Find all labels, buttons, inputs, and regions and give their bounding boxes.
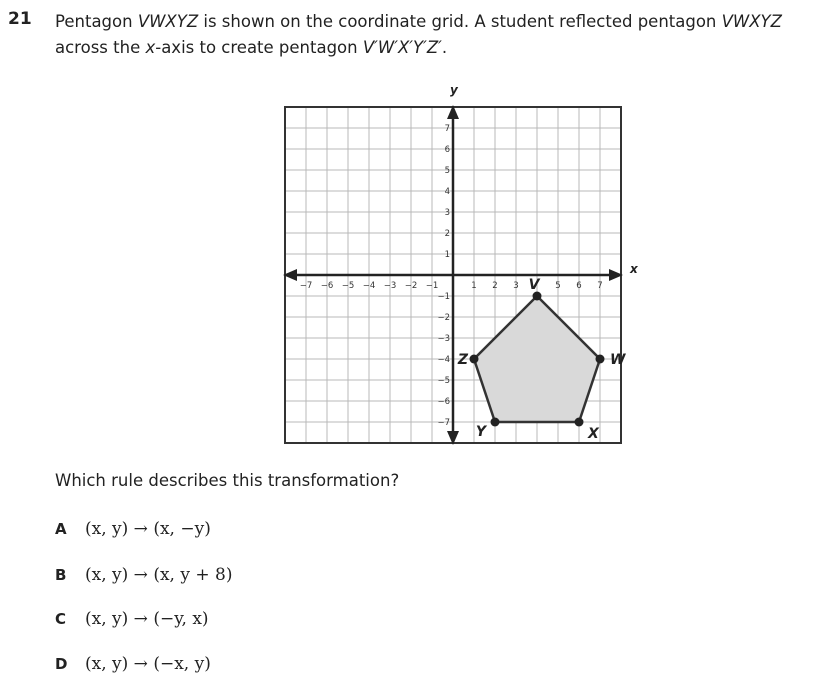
choice-rule: (x, y) → (−y, x)	[85, 609, 209, 629]
vertex-point-x	[575, 418, 584, 427]
vertex-point-y	[491, 418, 500, 427]
pentagon-vwxyz	[474, 296, 600, 422]
choice-d[interactable]	[55, 654, 211, 674]
x-axis-label: x	[630, 262, 638, 276]
choice-letter: B	[55, 566, 67, 584]
x-tick-label: 5	[555, 281, 561, 291]
x-tick-label: −1	[425, 281, 439, 291]
stem-line-2: across the x-axis to create pentagon V′W′X′Y′Z′.	[55, 38, 448, 57]
x-tick-label: −6	[320, 281, 334, 291]
vertex-point-w	[596, 355, 605, 364]
y-tick-label: −7	[437, 418, 450, 428]
x-tick-label: −3	[383, 281, 397, 291]
choice-letter: D	[55, 655, 68, 673]
vertex-label-w: W	[610, 352, 626, 368]
coordinate-grid	[270, 80, 640, 450]
x-tick-label: 2	[492, 281, 498, 291]
stem-line-1: Pentagon VWXYZ is shown on the coordinate grid. A student reflected pentagon VWXYZ	[55, 12, 782, 31]
vertex-label-v: V	[528, 277, 540, 293]
x-tick-label: −5	[341, 281, 355, 291]
choice-a[interactable]	[55, 519, 211, 539]
y-tick-label: 5	[444, 166, 450, 176]
question-prompt: Which rule describes this transformation?	[55, 471, 400, 490]
y-tick-label: −5	[437, 376, 450, 386]
y-tick-label: 4	[444, 187, 450, 197]
y-tick-label: −6	[437, 397, 450, 407]
choice-b[interactable]	[55, 565, 232, 585]
y-tick-label: −2	[437, 313, 450, 323]
y-tick-label: 2	[444, 229, 450, 239]
choice-rule: (x, y) → (x, −y)	[85, 519, 211, 539]
choice-letter: A	[55, 520, 67, 538]
vertex-label-y: Y	[475, 424, 486, 440]
choice-letter: C	[55, 610, 67, 628]
pentagon-layer	[457, 277, 626, 442]
x-tick-label: 3	[513, 281, 519, 291]
y-tick-label: −1	[437, 292, 450, 302]
x-tick-label: 6	[576, 281, 582, 291]
vertex-point-z	[470, 355, 479, 364]
vertex-label-x: X	[588, 426, 599, 442]
vertex-label-z: Z	[457, 352, 468, 368]
x-tick-label: 1	[471, 281, 477, 291]
choice-rule: (x, y) → (−x, y)	[85, 654, 211, 674]
x-tick-label: −2	[404, 281, 418, 291]
question-number: 21	[8, 9, 32, 29]
x-tick-label: −7	[299, 281, 313, 291]
x-tick-label: −4	[362, 281, 376, 291]
y-tick-label: 3	[444, 208, 450, 218]
question-stem	[55, 9, 839, 61]
y-axis-label: y	[450, 83, 458, 97]
y-tick-label: −3	[437, 334, 450, 344]
choice-c[interactable]	[55, 609, 209, 629]
y-tick-label: 7	[444, 124, 450, 134]
y-tick-label: −4	[437, 355, 450, 365]
y-tick-label: 1	[444, 250, 450, 260]
y-tick-label: 6	[444, 145, 450, 155]
choice-rule: (x, y) → (x, y + 8)	[85, 565, 233, 585]
x-tick-label: 7	[597, 281, 603, 291]
